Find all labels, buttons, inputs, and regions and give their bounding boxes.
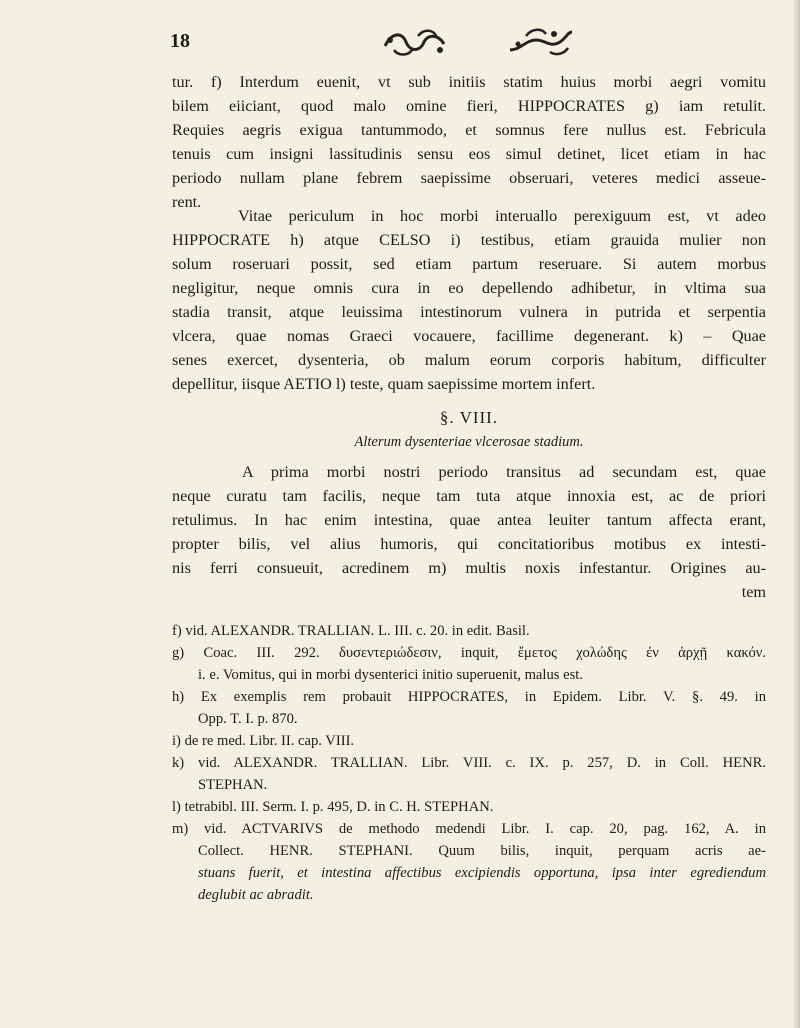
text-line: stadia transit, atque leuissima intestinorum vulnera in putrida et serpentia <box>172 303 766 321</box>
footnote: deglubit ac abradit. <box>198 887 314 903</box>
section-subheading: Alterum dysenteriae vlcerosae stadium. <box>354 434 584 450</box>
footnote: g) Coac. III. 292. δυσεντεριώδεσιν, inquit, ἔμετος χολώδης ἐν ἀρχῇ κακόν. <box>172 645 766 661</box>
text-line: senes exercet, dysenteria, ob malum eorum corporis habitum, difficulter <box>172 351 766 369</box>
text-line: Requies aegris exigua tantummodo, et somnus fere nullus est. Febricula <box>172 121 766 139</box>
text-line: A prima morbi nostri periodo transitus ad secundam est, quae <box>242 463 766 481</box>
footnote: h) Ex exemplis rem probauit HIPPOCRATES, in Epidem. Libr. V. §. 49. in <box>172 689 766 705</box>
footnote: f) vid. ALEXANDR. TRALLIAN. L. III. c. 20. in edit. Basil. <box>172 623 530 639</box>
footnote: stuans fuerit, et intestina affectibus excipiendis opportuna, ipsa inter egrediendum <box>198 865 766 881</box>
text-line: rent. <box>172 193 202 211</box>
footnote: STEPHAN. <box>198 777 268 793</box>
text-line: negligitur, neque omnis cura in eo depellendo adhibetur, in vltima sua <box>172 279 766 297</box>
footnote: i. e. Vomitus, qui in morbi dysenterici initio superuenit, malus est. <box>198 667 583 683</box>
printer-ornament-icon <box>506 26 576 60</box>
text-line: periodo nullam plane febrem saepissime obseruari, veteres medici asseue- <box>172 169 766 187</box>
text-line: bilem eiiciant, quod malo omine fieri, HIPPOCRATES g) iam retulit. <box>172 97 766 115</box>
catchword: tem <box>741 583 766 601</box>
text-line: propter bilis, vel alius humoris, qui concitatioribus motibus ex intesti- <box>172 535 766 553</box>
page-number: 18 <box>170 30 190 52</box>
text-line: HIPPOCRATE h) atque CELSO i) testibus, etiam grauida mulier non <box>172 231 766 249</box>
text-line: Vitae periculum in hoc morbi interuallo perexiguum est, vt adeo <box>238 207 766 225</box>
footnote: l) tetrabibl. III. Serm. I. p. 495, D. in C. H. STEPHAN. <box>172 799 494 815</box>
page-header <box>170 22 770 62</box>
text-line: depellitur, iisque AETIO l) teste, quam saepissime mortem infert. <box>172 375 596 393</box>
text-line: neque curatu tam facilis, neque tam tuta atque innoxia est, ac de priori <box>172 487 766 505</box>
text-line: tenuis cum insigni lassitudinis sensu eos simul detinet, licet etiam in hac <box>172 145 766 163</box>
footnote: k) vid. ALEXANDR. TRALLIAN. Libr. VIII. c. IX. p. 257, D. in Coll. HENR. <box>172 755 766 771</box>
text-line: nis ferri consueuit, acredinem m) multis noxis infestantur. Origines au- <box>172 559 766 577</box>
text-line: retulimus. In hac enim intestina, quae antea leuiter tantum affecta erant, <box>172 511 766 529</box>
text-line: solum roseruari possit, sed etiam partum reseruare. Si autem morbus <box>172 255 766 273</box>
section-heading: §. VIII. <box>439 408 499 427</box>
text-line: tur. f) Interdum euenit, vt sub initiis statim huius morbi aegri vomitu <box>172 73 766 91</box>
footnote: Collect. HENR. STEPHANI. Quum bilis, inquit, perquam acris ae- <box>198 843 766 859</box>
footnote: i) de re med. Libr. II. cap. VIII. <box>172 733 355 749</box>
footnote: m) vid. ACTVARIVS de methodo medendi Libr. I. cap. 20, pag. 162, A. in <box>172 821 766 837</box>
text-line: vlcera, quae nomas Graeci vocauere, facillime degenerant. k) – Quae <box>172 327 766 345</box>
printer-ornament-icon <box>380 26 450 60</box>
footnote: Opp. T. I. p. 870. <box>198 711 298 727</box>
